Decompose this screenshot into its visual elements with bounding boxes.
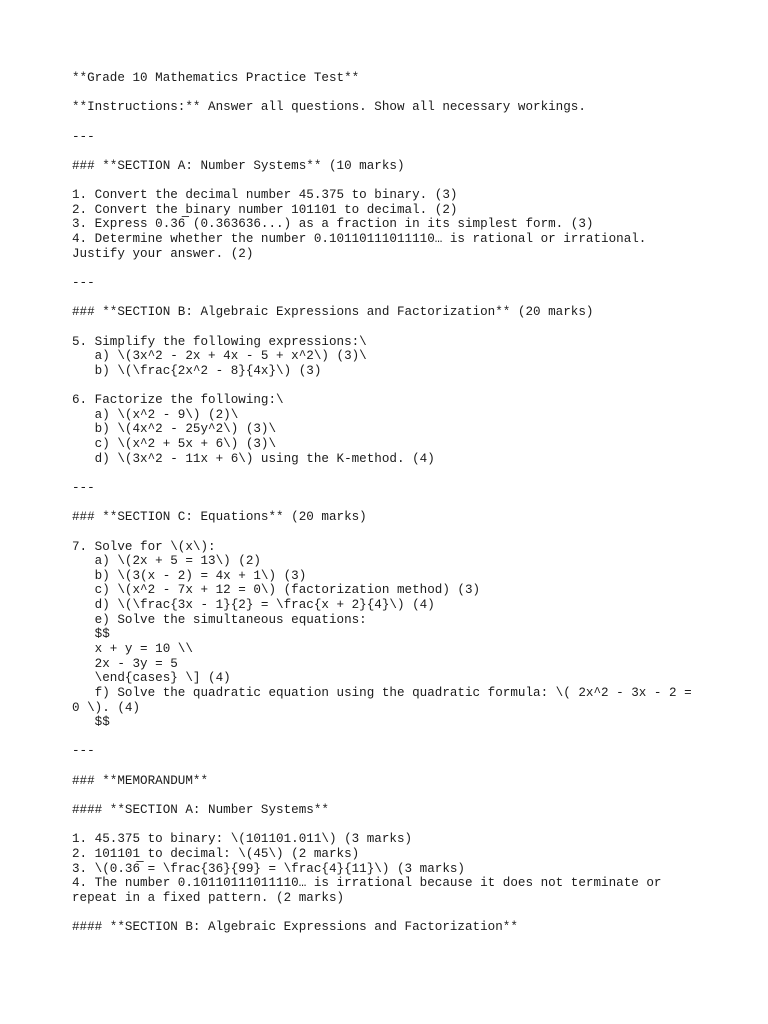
text-line: ### **MEMORANDUM** xyxy=(72,773,209,788)
text-line: 1. 45.375 to binary: \(101101.011\) (3 marks) xyxy=(72,832,413,847)
text-line: 5. Simplify the following expressions:\ xyxy=(72,334,367,349)
text-line: d) \(\frac{3x - 1}{2} = \frac{x + 2}{4}\) (4) xyxy=(72,598,435,613)
text-line xyxy=(72,291,712,306)
text-line: 2. 101101 to decimal: \(45\) (2 marks) xyxy=(72,846,360,861)
text-line: a) \(x^2 - 9\) (2)\ xyxy=(72,407,239,422)
text-line: 4. The number 0.10110111011110… is irrational because it does not terminate or xyxy=(72,876,662,891)
text-line: 1. Convert the decimal number 45.375 to binary. (3) xyxy=(72,188,458,203)
text-line xyxy=(72,818,712,833)
text-line: 2. Convert the binary number 101101 to decimal. (2) xyxy=(72,202,458,217)
text-line: \end{cases} \] (4) xyxy=(72,671,231,686)
text-line xyxy=(72,466,712,481)
text-line: Justify your answer. (2) xyxy=(72,246,254,261)
text-line: #### **SECTION B: Algebraic Expressions and Factorization** xyxy=(72,920,518,935)
text-line: a) \(2x + 5 = 13\) (2) xyxy=(72,554,261,569)
text-line: ### **SECTION B: Algebraic Expressions and Factorization** (20 marks) xyxy=(72,305,594,320)
text-line: f) Solve the quadratic equation using the quadratic formula: \( 2x^2 - 3x - 2 = xyxy=(72,685,692,700)
text-line: #### **SECTION A: Number Systems** xyxy=(72,803,329,818)
text-line: --- xyxy=(72,744,95,759)
text-line: b) \(\frac{2x^2 - 8}{4x}\) (3) xyxy=(72,363,322,378)
text-line: 7. Solve for \(x\): xyxy=(72,539,216,554)
text-line: 0 \). (4) xyxy=(72,700,141,715)
text-line xyxy=(72,378,712,393)
text-line: x + y = 10 \\ xyxy=(72,641,193,656)
text-line xyxy=(72,906,712,921)
text-line: 3. Express 0.36̅ (0.363636...) as a fraction in its simplest form. (3) xyxy=(72,217,594,232)
text-line xyxy=(72,144,712,159)
text-line: --- xyxy=(72,129,95,144)
text-line xyxy=(72,525,712,540)
text-line: c) \(x^2 - 7x + 12 = 0\) (factorization method) (3) xyxy=(72,583,481,598)
text-line: $$ xyxy=(72,627,110,642)
text-line: repeat in a fixed pattern. (2 marks) xyxy=(72,890,345,905)
text-line xyxy=(72,788,712,803)
text-line xyxy=(72,261,712,276)
text-line: ### **SECTION C: Equations** (20 marks) xyxy=(72,510,367,525)
text-line xyxy=(72,320,712,335)
text-line: ### **SECTION A: Number Systems** (10 marks) xyxy=(72,158,405,173)
text-line: --- xyxy=(72,275,95,290)
text-line xyxy=(72,86,712,101)
text-line: 3. \(0.36̅ = \frac{36}{99} = \frac{4}{11}\) (3 marks) xyxy=(72,861,465,876)
text-line: b) \(4x^2 - 25y^2\) (3)\ xyxy=(72,422,277,437)
document-page xyxy=(72,71,712,935)
text-line xyxy=(72,759,712,774)
text-line: **Instructions:** Answer all questions. Show all necessary workings. xyxy=(72,100,586,115)
text-line: 6. Factorize the following:\ xyxy=(72,393,284,408)
text-line: $$ xyxy=(72,715,110,730)
text-line: **Grade 10 Mathematics Practice Test** xyxy=(72,71,360,85)
text-line: e) Solve the simultaneous equations: xyxy=(72,612,367,627)
text-line: c) \(x^2 + 5x + 6\) (3)\ xyxy=(72,437,277,452)
text-line xyxy=(72,730,712,745)
text-line: 4. Determine whether the number 0.10110111011110… is rational or irrational. xyxy=(72,232,647,247)
text-line: 2x - 3y = 5 xyxy=(72,656,178,671)
text-line xyxy=(72,173,712,188)
text-line: b) \(3(x - 2) = 4x + 1\) (3) xyxy=(72,568,307,583)
text-line: --- xyxy=(72,480,95,495)
text-line xyxy=(72,115,712,130)
text-line: d) \(3x^2 - 11x + 6\) using the K-method. (4) xyxy=(72,451,435,466)
text-line: a) \(3x^2 - 2x + 4x - 5 + x^2\) (3)\ xyxy=(72,349,367,364)
text-line xyxy=(72,496,712,511)
